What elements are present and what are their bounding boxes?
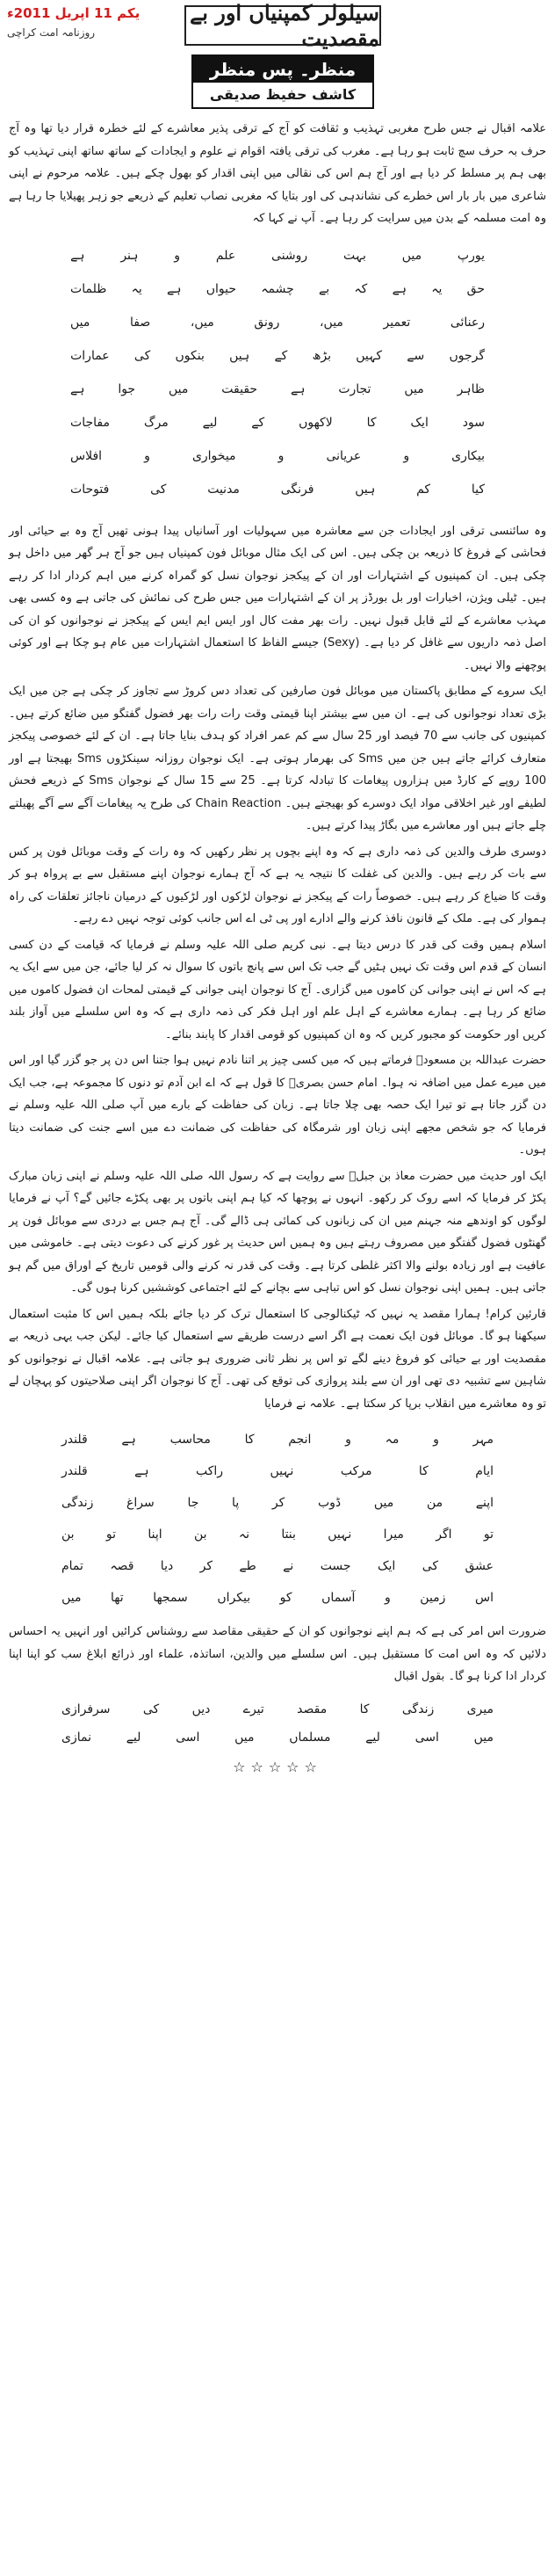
poem-line	[70, 406, 485, 439]
poem-word: جا	[187, 1496, 199, 1510]
poem-word: کی	[422, 1559, 439, 1573]
poem-line	[61, 1695, 494, 1723]
author-name: کاشف حفیظ صدیقی	[209, 85, 357, 103]
poem-word: جست	[320, 1559, 351, 1573]
poem-word: میری	[466, 1702, 494, 1716]
poem-word: ہیں	[229, 348, 250, 363]
poem-word: اسی	[414, 1730, 439, 1745]
poem-block	[61, 1424, 494, 1614]
poem-word: مرکب	[340, 1464, 372, 1478]
poem-word: تو	[105, 1527, 117, 1542]
poem-word: میخواری	[191, 448, 236, 463]
paragraph: علامہ اقبال نے جس طرح مغربی تہذیب و ثقافت کو آج کے ترقی پذیر معاشرے کے لئے خطرہ قرار دیا تھا وہ آج حرف بہ حرف سچ ثابت ہو رہا ہے۔ مغرب کی ترقی یافتہ اقوام نے علوم و ایجادات کے ساتھ ساتھ اپنی تہذیب کو بھی ہم پر مسلط کر دیا ہے اور آج ہم اس کی نقالی میں اپنی اقدار کو بھول چکے ہیں۔ علامہ مرحوم نے اپنی شاعری میں بار بار اس خطرے کی نشاندہی کی اور بتایا کہ مغربی نصاب تعلیم کے ذریعے جو زہر پھیلایا جا رہا ہے وہ امت مسلمہ کے بدن میں سرایت کر رہا ہے۔ آپ نے کہا کہ	[9, 122, 546, 225]
poem-word: ڈوب	[317, 1496, 342, 1510]
poem-word: ایک	[377, 1559, 396, 1573]
article-body	[9, 118, 546, 1775]
poem-word: زمین	[420, 1591, 446, 1605]
poem-word: میں	[234, 1730, 255, 1745]
poem-word: نہیں	[328, 1527, 352, 1542]
poem-word: نہیں	[270, 1464, 294, 1478]
poem-word: ہے	[167, 281, 182, 296]
poem-word: و	[278, 448, 285, 463]
poem-word: روشنی	[271, 248, 308, 263]
poem-line	[61, 1424, 494, 1455]
poem-word: کو	[279, 1591, 292, 1605]
poem-word: یہ	[431, 281, 443, 296]
poem-word: میں	[404, 381, 424, 396]
paragraph: قارئین کرام! ہمارا مقصد یہ نہیں کہ ٹیکنالوجی کا استعمال ترک کر دیا جائے بلکہ ہمیں اس کا مثبت استعمال سیکھنا ہو گا۔ موبائل فون ایک نعمت ہے اگر اسے درست طریقے سے استعمال کیا جائے۔ لیکن جب یہی ذریعہ بے مقصدیت اور بے حیائی کو فروغ دینے لگے تو اس پر نظر ثانی ضروری ہو جاتی ہے۔ علامہ اقبال نے نوجوانوں کو شاہین سے تشبیہ دی تھی اور ان سے بلند پروازی کی توقع کی تھی۔ آج کا نوجوان اگر اپنی صلاحیتوں کو پہچان لے تو وہ معاشرے میں انقلاب برپا کر سکتا ہے۔ علامہ نے فرمایا	[9, 1307, 546, 1411]
poem-word: زندگی	[61, 1496, 94, 1510]
paragraph: حضرت عبداللہ بن مسعودؓ فرماتے ہیں کہ میں کسی چیز پر اتنا نادم نہیں ہوا جتنا اس دن پر جو گزر گیا اور اس میں میرے عمل میں اضافہ نہ ہوا۔ امام حسن بصریؒ کا قول ہے کہ اے ابن آدم تو دنوں کا مجموعہ ہے، جب ایک دن گزر جاتا ہے تو تیرا ایک حصہ بھی چلا جاتا ہے۔ زبان کی حفاظت کے بارے میں آپ صلی اللہ علیہ وسلم نے فرمایا کہ جو شخص مجھے اپنی زبان اور شرمگاہ کی حفاظت کی ضمانت دے میں اسے جنت کی ضمانت دیتا ہوں۔	[9, 1054, 546, 1157]
poem-word: چشمہ	[261, 281, 294, 296]
poem-word: سرفرازی	[61, 1702, 111, 1716]
column-header	[191, 54, 374, 109]
poem-word: مقصد	[297, 1702, 328, 1716]
poem-word: ایک	[410, 415, 429, 430]
poem-word: اپنا	[148, 1527, 162, 1542]
poem-word: حق	[466, 281, 485, 296]
poem-word: لیے	[202, 415, 218, 430]
poem-word: و	[433, 1433, 439, 1447]
poem-line	[70, 473, 485, 506]
poem-word: انجم	[288, 1433, 312, 1447]
poem-line	[61, 1487, 494, 1519]
poem-word: مہر	[472, 1433, 494, 1447]
paragraph: دوسری طرف والدین کی ذمہ داری ہے کہ وہ اپنے بچوں پر نظر رکھیں کہ وہ رات کے وقت موبائل فون پر کس سے بات کر رہے ہیں۔ والدین کی غفلت کا نتیجہ یہ ہے کہ آج ہمارے نوجوان اپنے مستقبل سے بے پرواہ ہو کر وقت کا ضیاع کر رہے ہیں۔ خصوصاً رات کے پیکجز نے نوجوان لڑکوں اور لڑکیوں کے درمیان ناجائز تعلقات کی راہ ہموار کی ہے۔ ملک کے قانون نافذ کرنے والے ادارے اور پی ٹی اے اس جانب کوئی توجہ نہیں دے رہے۔	[9, 845, 546, 925]
poem-word: تمام	[61, 1559, 83, 1573]
poem-word: میں	[373, 1496, 394, 1510]
poem-word: و	[403, 448, 410, 463]
poem-line	[61, 1582, 494, 1614]
poem-word: ہے	[70, 248, 85, 263]
poem-word: صفا	[130, 315, 151, 330]
poem-word: رعنائی	[450, 315, 485, 330]
poem-word: مفاجات	[70, 415, 110, 430]
poem-word: کر	[199, 1559, 213, 1573]
poem-line	[61, 1723, 494, 1752]
poem-word: بڑھ	[312, 348, 331, 363]
poem-word: بے	[319, 281, 330, 296]
newspaper-name: روزنامہ امت کراچی	[7, 26, 96, 39]
poem-word: بیکراں	[217, 1591, 251, 1605]
poem-block	[70, 239, 485, 506]
poem-word: طے	[239, 1559, 256, 1573]
poem-word: گرجوں	[449, 348, 485, 363]
poem-line	[70, 272, 485, 306]
poem-word: سراغ	[126, 1496, 155, 1510]
poem-word: لیے	[126, 1730, 141, 1745]
column-name: منظر۔ پس منظر	[193, 56, 372, 83]
poem-line	[61, 1550, 494, 1582]
poem-word: کے	[251, 415, 265, 430]
poem-word: علم	[215, 248, 236, 263]
poem-word: ہے	[134, 1464, 149, 1478]
poem-word: کی	[142, 1702, 160, 1716]
poem-word: و	[174, 248, 181, 263]
poem-word: رونق	[254, 315, 280, 330]
poem-word: و	[384, 1591, 391, 1605]
paragraph: ایک سروے کے مطابق پاکستان میں موبائل فون صارفین کی تعداد دس کروڑ سے تجاوز کر چکی ہے جن میں ایک بڑی تعداد نوجوانوں کی ہے۔ ان میں سے بیشتر اپنا قیمتی وقت رات رات بھر فضول گفتگو میں ضائع کرتے ہیں۔ کمپنیوں کی جانب سے 70 فیصد اور 25 سال سے کم عمر افراد کو ہدف بنایا جاتا ہے۔ ان کے لئے خصوصی پیکجز متعارف کرائے جاتے ہیں جن میں Sms کی بھرمار ہوتی ہے۔ ایک نوجوان روزانہ سینکڑوں Sms بھیجتا ہے اور 100 روپے کے کارڈ میں ہزاروں پیغامات کا تبادلہ کرتا ہے۔ 25 سے 15 سال کے نوجوان Sms کے ذریعے فحش لطیفے اور غیر اخلاقی مواد ایک دوسرے کو بھیجتے ہیں۔ Chain Reaction کی طرح یہ پیغامات آگے سے آگے پھیلتے چلے جاتے ہیں اور معاشرے میں بگاڑ پیدا کرتے ہیں۔	[9, 685, 547, 832]
poem-word: من	[426, 1496, 443, 1510]
poem-word: سمجھا	[153, 1591, 188, 1605]
poem-word: لیے	[365, 1730, 380, 1745]
poem-word: اس	[475, 1591, 494, 1605]
poem-word: سود	[462, 415, 485, 430]
paragraph: وہ سائنسی ترقی اور ایجادات جن سے معاشرہ میں سہولیات اور آسانیاں پیدا ہونی تھیں آج وہ بے حیائی اور فحاشی کے فروغ کا ذریعہ بن چکی ہیں۔ اس کی ایک مثال موبائل فون کمپنیاں ہیں جو آج ہر گھر میں داخل ہو چکی ہیں۔ ان کمپنیوں کے اشتہارات اور ان کے پیکجز نوجوان نسل کو گمراہ کرنے میں اہم کردار ادا کر رہے ہیں۔ ٹیلی ویژن، اخبارات اور بل بورڈز پر ان کے اشتہارات میں جس طرح کی نمائش کی جاتی ہے وہ کسی بھی مہذب معاشرے کے لئے قابل قبول نہیں۔ رات بھر مفت کال اور ایس ایم ایس کے پیکجز نے نوجوانوں کو ان کی اصل ذمہ داریوں سے غافل کر دیا ہے۔ (Sexy) جیسے الفاظ کا استعمال اشتہارات میں عام ہو چکا ہے اور کوئی پوچھنے والا نہیں۔	[9, 524, 547, 672]
poem-line	[61, 1519, 494, 1550]
paragraph: اسلام ہمیں وقت کی قدر کا درس دیتا ہے۔ نبی کریم صلی اللہ علیہ وسلم نے فرمایا کہ قیامت کے دن کسی انسان کے قدم اس وقت تک نہیں ہٹیں گے جب تک اس سے پانچ باتوں کا سوال نہ کر لیا جائے، جن میں سے ایک یہ ہے کہ اس نے اپنی جوانی کن کاموں میں گزاری۔ آج کا نوجوان اپنی جوانی کے قیمتی لمحات ان فضول کاموں میں ضائع کر رہا ہے۔ ہمارے معاشرے کے اہل علم اور اہل فکر کی ذمہ داری ہے کہ وہ اس سلسلے میں آواز بلند کریں اور حکومت کو مجبور کریں کہ وہ ان کمپنیوں کو قومی اقدار کا پابند بنائے۔	[9, 938, 546, 1041]
poem-word: راکب	[195, 1464, 224, 1478]
poem-line	[70, 239, 485, 272]
poem-word: قصہ	[110, 1559, 134, 1573]
poem-word: میرا	[383, 1527, 404, 1542]
poem-word: تعمیر	[383, 315, 411, 330]
poem-word: مہ	[385, 1433, 400, 1447]
poem-word: کر	[271, 1496, 285, 1510]
article-title: سیلولر کمپنیاں اور بے مقصدیت	[184, 5, 381, 46]
poem-word: دیں	[191, 1702, 211, 1716]
poem-word: اپنے	[475, 1496, 494, 1510]
poem-word: کے	[274, 348, 288, 363]
poem-word: مسلماں	[289, 1730, 331, 1745]
poem-word: میں	[169, 381, 189, 396]
poem-word: نے	[283, 1559, 294, 1573]
poem-word: و	[345, 1433, 351, 1447]
poem-line	[70, 339, 485, 373]
poem-word: جوا	[118, 381, 136, 396]
poem-word: ظاہر	[457, 381, 485, 396]
poem-word: و	[144, 448, 150, 463]
poem-word: نمازی	[61, 1730, 92, 1745]
poem-word: افلاس	[70, 448, 103, 463]
poem-word: اگر	[436, 1527, 452, 1542]
poem-word: کہیں	[356, 348, 382, 363]
poem-word: حیواں	[205, 281, 237, 296]
poem-word: قلندر	[61, 1464, 88, 1478]
poem-word: کی	[150, 482, 167, 497]
poem-word: تیرے	[242, 1702, 264, 1716]
poem-word: بن	[61, 1527, 75, 1542]
poem-word: عمارات	[70, 348, 110, 363]
poem-word: تھا	[111, 1591, 124, 1605]
poem-word: ظلمات	[70, 281, 107, 296]
poem-word: یہ	[131, 281, 142, 296]
poem-word: نہ	[238, 1527, 249, 1542]
poem-word: کا	[366, 415, 377, 430]
poem-word: ہے	[291, 381, 306, 396]
poem-word: محاسب	[169, 1433, 211, 1447]
poem-word: تو	[483, 1527, 494, 1542]
poem-word: ہے	[121, 1433, 136, 1447]
poem-line	[70, 373, 485, 406]
poem-word: آسماں	[321, 1591, 356, 1605]
poem-word: مدنیت	[207, 482, 240, 497]
poem-word: حقیقت	[221, 381, 258, 396]
poem-word: کی	[133, 348, 151, 363]
paragraph: ضرورت اس امر کی ہے کہ ہم اپنے نوجوانوں کو ان کے حقیقی مقاصد سے روشناس کرائیں اور انہیں یہ احساس دلائیں کہ وہ اس امت کا مستقبل ہیں۔ اس سلسلے میں والدین، اساتذہ، علماء اور ذرائع ابلاغ سب کو اپنا اپنا کردار ادا کرنا ہو گا۔ بقول اقبال	[9, 1625, 546, 1683]
publication-date: یکم 11 اپریل 2011ء	[7, 5, 141, 21]
poem-word: کہ	[354, 281, 368, 296]
poem-line	[70, 306, 485, 339]
poem-word: قلندر	[61, 1433, 88, 1447]
poem-word: ہے	[70, 381, 85, 396]
poem-word: پا	[232, 1496, 240, 1510]
poem-word: ایام	[475, 1464, 494, 1478]
poem-word: ہے	[392, 281, 407, 296]
poem-word: کا	[244, 1433, 255, 1447]
poem-word: عریانی	[326, 448, 362, 463]
poem-word: میں،	[320, 315, 343, 330]
paragraph: ایک اور حدیث میں حضرت معاذ بن جبلؓ سے روایت ہے کہ رسول اللہ صلی اللہ علیہ وسلم نے اپنی زبان مبارک پکڑ کر فرمایا کہ اسے روک کر رکھو۔ انہوں نے پوچھا کہ کیا ہم اپنی باتوں پر بھی پکڑے جائیں گے؟ آپ نے فرمایا لوگوں کو اوندھے منہ جہنم میں ان کی زبانوں کی کمائی ہی ڈالے گی۔ آج ہم جس بے دردی سے موبائل فون پر گھنٹوں فضول گفتگو میں مصروف رہتے ہیں وہ ہمیں اس حدیث پر غور کرنے کی دعوت دیتی ہے۔ خاموشی میں عافیت ہے اور زیادہ بولنے والا اکثر غلطی کرتا ہے۔ وقت کی قدر نہ کرنے والی قومیں تاریخ کے اوراق میں گم ہو جاتی ہیں۔ ہمیں اپنی نوجوان نسل کو اس تباہی سے بچانے کے لئے اجتماعی کوششیں کرنا ہوں گی۔	[9, 1169, 546, 1295]
poem-word: میں	[473, 1730, 494, 1745]
poem-word: میں،	[190, 315, 214, 330]
poem-word: تجارت	[338, 381, 371, 396]
poem-word: کا	[418, 1464, 429, 1478]
poem-word: مرگ	[143, 415, 169, 430]
poem-word: میں	[70, 315, 90, 330]
poem-word: لاکھوں	[299, 415, 333, 430]
poem-word: بنکوں	[175, 348, 205, 363]
poem-word: بنتا	[281, 1527, 296, 1542]
poem-word: کم	[416, 482, 431, 497]
poem-word: میں	[61, 1591, 82, 1605]
poem-word: سے	[407, 348, 425, 363]
end-mark: ☆☆☆☆☆	[233, 1758, 322, 1775]
poem-word: ہنر	[120, 248, 139, 263]
poem-word: یورپ	[457, 248, 485, 263]
poem-word: ہیں	[355, 482, 376, 497]
poem-block	[61, 1695, 494, 1752]
poem-word: اسی	[176, 1730, 200, 1745]
poem-word: زندگی	[401, 1702, 435, 1716]
poem-word: فرنگی	[280, 482, 314, 497]
poem-word: بیکاری	[451, 448, 485, 463]
poem-word: فتوحات	[70, 482, 110, 497]
poem-word: بن	[193, 1527, 207, 1542]
poem-word: دیا	[160, 1559, 174, 1573]
poem-word: کا	[359, 1702, 370, 1716]
poem-word: میں	[401, 248, 422, 263]
poem-word: بہت	[343, 248, 366, 263]
poem-word: عشق	[465, 1559, 494, 1573]
poem-line	[70, 439, 485, 473]
poem-word: کیا	[471, 482, 485, 497]
poem-line	[61, 1455, 494, 1487]
